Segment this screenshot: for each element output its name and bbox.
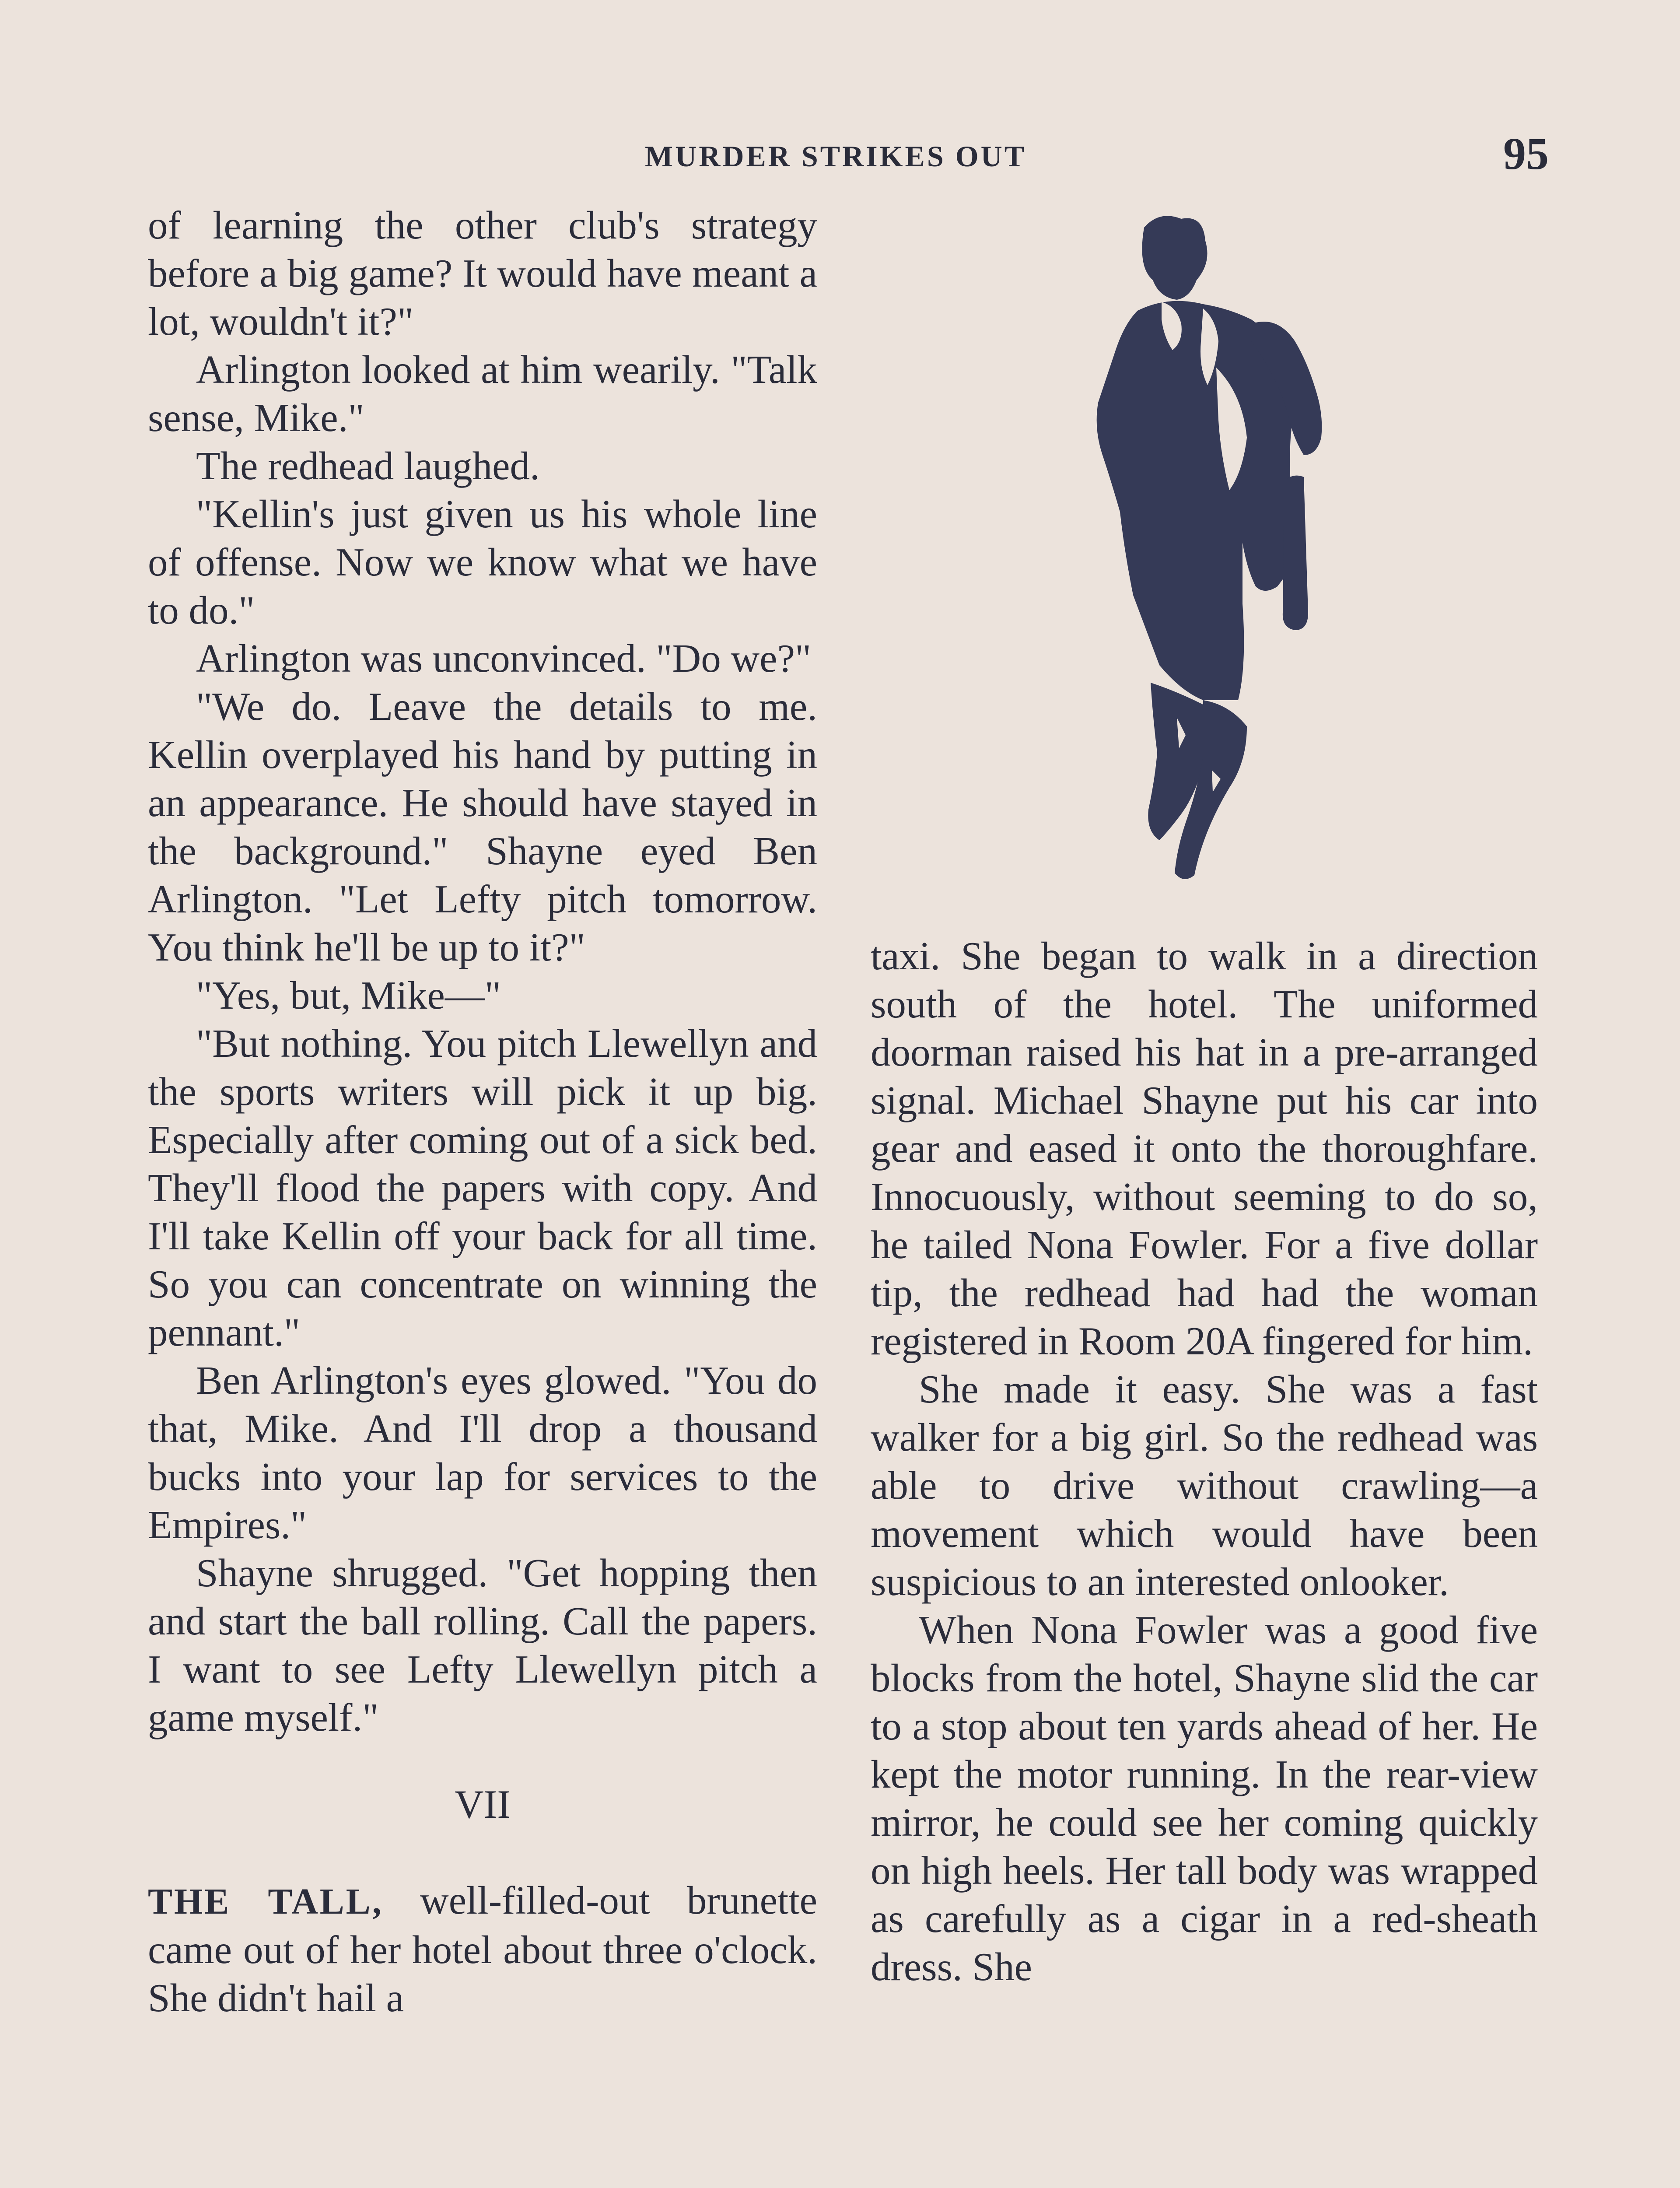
right-column (871, 932, 1538, 1991)
chapter-heading: VII (455, 1782, 511, 1827)
paragraph: "Yes, but, Mike—" (196, 973, 501, 1017)
chapter-lead-smallcaps: THE TALL, (148, 1881, 383, 1922)
paragraph: She made it easy. She was a fast walker for a big girl. So the redhead was able to drive without crawling—a movement which would have been suspicious to an interested onlooker. (871, 1367, 1538, 1604)
chapter-opening-text: well-filled-out brunette came out of her hotel about three o'clock. She didn't hail a (148, 1878, 817, 2020)
paragraph: of learning the other club's strategy before a big game? It would have meant a lot, wouldn't it?" (148, 203, 817, 344)
paragraph: Arlington looked at him wearily. "Talk sense, Mike." (148, 347, 817, 440)
paragraph: taxi. She began to walk in a direction south of the hotel. The uniformed doorman raised his hat in a pre-arranged signal. Michael Shayne put his car into gear and eased it onto the thoroughfare. Innocuously, without seeming to do so, he tailed Nona Fowler. For a five dollar tip, the redhead had had the woman registered in Room 20A fingered for him. (871, 934, 1538, 1363)
paragraph: "But nothing. You pitch Llewellyn and the sports writers will pick it up big. Especially after coming out of a sick bed. They'll flood the papers with copy. And I'll take Kellin off your back for all time. So you can concentrate on winning the pennant." (148, 1021, 817, 1354)
paragraph: "Kellin's just given us his whole line of offense. Now we know what we have to do." (148, 492, 817, 632)
paragraph: Ben Arlington's eyes glowed. "You do that, Mike. And I'll drop a thousand bucks into your lap for services to the Empires." (148, 1358, 817, 1547)
walking-man-illustration (1072, 210, 1404, 884)
paragraph: Shayne shrugged. "Get hopping then and start the ball rolling. Call the papers. I want to see Lefty Llewellyn pitch a game myself." (148, 1551, 817, 1739)
paragraph: The redhead laughed. (196, 444, 540, 488)
paragraph: When Nona Fowler was a good five blocks from the hotel, Shayne slid the car to a stop about ten yards ahead of her. He kept the motor running. In the rear-view mirror, he could see her coming quickly on high heels. Her tall body was wrapped as carefully as a cigar in a red-sheath dress. She (871, 1608, 1538, 1989)
page-number: 95 (1503, 129, 1549, 179)
header-title: MURDER STRIKES OUT (644, 140, 1027, 173)
paragraph: Arlington was unconvinced. "Do we?" (196, 636, 812, 680)
chapter-opening-paragraph (148, 1876, 817, 2022)
left-column (148, 201, 817, 2022)
paragraph: "We do. Leave the details to me. Kellin overplayed his hand by putting in an appearance. He should have stayed in the background." Shayne eyed Ben Arlington. "Let Lefty pitch tomorrow. You think he'll be up to it?" (148, 684, 817, 969)
